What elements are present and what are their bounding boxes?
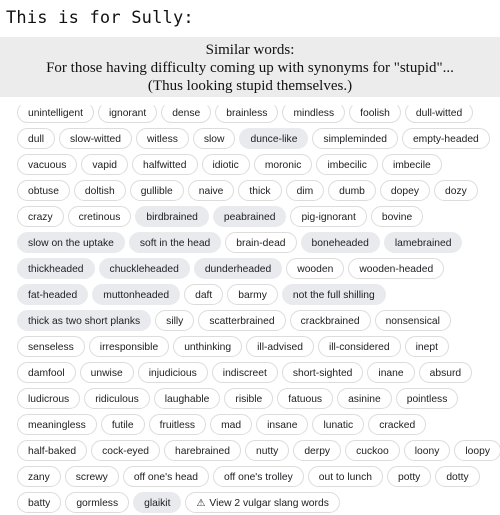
synonym-chip[interactable]: nonsensical: [375, 310, 451, 331]
synonym-chip[interactable]: dull-witted: [405, 102, 473, 123]
synonym-chip[interactable]: idiotic: [202, 154, 250, 175]
chip-row: [17, 463, 500, 489]
synonym-chip[interactable]: ill-considered: [318, 336, 401, 357]
synonym-chip[interactable]: crazy: [17, 206, 64, 227]
synonym-chip[interactable]: imbecile: [382, 154, 442, 175]
synonym-chip[interactable]: dotty: [435, 466, 479, 487]
synonym-chip[interactable]: cracked: [368, 414, 426, 435]
synonym-chip[interactable]: zany: [17, 466, 61, 487]
synonym-chip[interactable]: off one's trolley: [213, 466, 304, 487]
synonym-chip[interactable]: thickheaded: [17, 258, 95, 279]
caption-line-2: For those having difficulty coming up with synonyms for "stupid"...: [46, 60, 454, 76]
synonym-chip[interactable]: cuckoo: [345, 440, 400, 461]
synonym-chip-list: [17, 99, 500, 515]
view-vulgar-slang-button[interactable]: [185, 492, 339, 513]
synonym-chip[interactable]: mad: [210, 414, 252, 435]
synonym-chip[interactable]: laughable: [154, 388, 221, 409]
synonym-chip[interactable]: doltish: [74, 180, 126, 201]
synonym-chip[interactable]: pointless: [396, 388, 459, 409]
caption-banner: [0, 37, 500, 97]
synonym-chip[interactable]: fatuous: [277, 388, 333, 409]
synonym-chip[interactable]: pig-ignorant: [290, 206, 366, 227]
synonym-chip[interactable]: silly: [155, 310, 194, 331]
synonym-chip[interactable]: irresponsible: [89, 336, 169, 357]
synonym-chip[interactable]: vacuous: [17, 154, 77, 175]
chip-row: [17, 177, 500, 203]
synonym-chip[interactable]: scatterbrained: [198, 310, 285, 331]
synonym-chip[interactable]: dozy: [434, 180, 478, 201]
synonym-chip[interactable]: futile: [101, 414, 145, 435]
synonym-chip[interactable]: half-baked: [17, 440, 87, 461]
caption-line-3: (Thus looking stupid themselves.): [147, 78, 353, 94]
synonym-chip[interactable]: lunatic: [312, 414, 364, 435]
synonym-chip[interactable]: screwy: [65, 466, 119, 487]
synonym-chip[interactable]: imbecilic: [316, 154, 377, 175]
chip-row: [17, 385, 500, 411]
synonym-chip[interactable]: unwise: [80, 362, 134, 383]
synonym-chip[interactable]: brain-dead: [225, 232, 296, 253]
synonym-chip[interactable]: senseless: [17, 336, 85, 357]
chip-row: [17, 307, 500, 333]
synonym-chip[interactable]: unthinking: [173, 336, 242, 357]
synonym-chip[interactable]: ignorant: [98, 102, 157, 123]
synonym-chip[interactable]: bovine: [371, 206, 423, 227]
chip-row: [17, 359, 500, 385]
synonym-chip[interactable]: peabrained: [213, 206, 287, 227]
synonym-chip[interactable]: cock-eyed: [91, 440, 160, 461]
synonym-chip[interactable]: insane: [256, 414, 308, 435]
synonym-chip[interactable]: fruitless: [149, 414, 206, 435]
synonym-chip[interactable]: empty-headed: [402, 128, 490, 149]
synonym-chip[interactable]: damfool: [17, 362, 76, 383]
synonym-chip[interactable]: crackbrained: [290, 310, 371, 331]
synonym-chip[interactable]: dull: [17, 128, 55, 149]
synonym-chip[interactable]: brainless: [215, 102, 278, 123]
synonym-chip[interactable]: birdbrained: [135, 206, 209, 227]
synonym-chip[interactable]: ill-advised: [246, 336, 314, 357]
synonym-chip[interactable]: slow: [193, 128, 236, 149]
synonym-chip[interactable]: gormless: [65, 492, 129, 513]
synonym-chip[interactable]: soft in the head: [129, 232, 221, 253]
synonym-chip[interactable]: dumb: [328, 180, 376, 201]
synonym-chip[interactable]: wooden: [286, 258, 344, 279]
synonym-chip[interactable]: slow on the uptake: [17, 232, 125, 253]
synonym-chip[interactable]: unintelligent: [17, 102, 94, 123]
synonym-chip[interactable]: obtuse: [17, 180, 70, 201]
synonym-chip[interactable]: loony: [404, 440, 451, 461]
warning-triangle-icon: ⚠: [196, 497, 206, 509]
synonym-chip[interactable]: mindless: [282, 102, 345, 123]
synonym-chip[interactable]: meaningless: [17, 414, 97, 435]
synonym-chip[interactable]: inane: [367, 362, 414, 383]
synonym-chip[interactable]: batty: [17, 492, 61, 513]
chip-row: [17, 281, 500, 307]
synonym-chip[interactable]: chuckleheaded: [99, 258, 190, 279]
chip-row: [17, 255, 500, 281]
synonym-chip[interactable]: boneheaded: [301, 232, 380, 253]
synonym-chip[interactable]: harebrained: [164, 440, 241, 461]
synonym-chip[interactable]: out to lunch: [308, 466, 383, 487]
synonym-chip[interactable]: absurd: [419, 362, 472, 383]
synonym-chip[interactable]: vapid: [81, 154, 128, 175]
synonym-chip[interactable]: potty: [387, 466, 431, 487]
synonym-chip[interactable]: cretinous: [68, 206, 132, 227]
synonym-chip[interactable]: lamebrained: [384, 232, 463, 253]
chip-row: [17, 99, 500, 125]
synonym-chip[interactable]: dunderheaded: [194, 258, 282, 279]
synonym-chip[interactable]: slow-witted: [59, 128, 132, 149]
synonym-chip[interactable]: derpy: [293, 440, 341, 461]
synonym-chip[interactable]: ridiculous: [84, 388, 150, 409]
synonym-chip[interactable]: fat-headed: [17, 284, 88, 305]
synonym-chip[interactable]: barmy: [227, 284, 278, 305]
synonym-chip[interactable]: thick: [238, 180, 281, 201]
synonym-chip[interactable]: not the full shilling: [282, 284, 386, 305]
synonym-chip[interactable]: glaikit: [133, 492, 181, 513]
synonym-chip[interactable]: inept: [405, 336, 449, 357]
chip-row: [17, 411, 500, 437]
synonym-chip[interactable]: witless: [136, 128, 189, 149]
synonym-chip[interactable]: moronic: [254, 154, 313, 175]
synonym-chip[interactable]: nutty: [245, 440, 289, 461]
synonym-chip[interactable]: dim: [286, 180, 325, 201]
chip-row: [17, 333, 500, 359]
synonym-chip[interactable]: indiscreet: [212, 362, 278, 383]
synonym-chip[interactable]: loopy: [454, 440, 500, 461]
synonym-chip[interactable]: simpleminded: [312, 128, 398, 149]
synonym-chip[interactable]: short-sighted: [282, 362, 364, 383]
synonym-chip[interactable]: wooden-headed: [348, 258, 444, 279]
synonym-chip[interactable]: ludicrous: [17, 388, 80, 409]
chip-row: [17, 229, 500, 255]
page-title: This is for Sully:: [6, 8, 194, 28]
chip-row: [17, 489, 500, 515]
synonym-chip[interactable]: gullible: [130, 180, 184, 201]
chip-row: [17, 437, 500, 463]
synonym-chip[interactable]: off one's head: [123, 466, 209, 487]
chip-row: [17, 125, 500, 151]
caption-line-1: Similar words:: [205, 42, 295, 58]
chip-row: [17, 151, 500, 177]
synonym-chip[interactable]: dunce-like: [239, 128, 308, 149]
chip-label: View 2 vulgar slang words: [209, 497, 329, 509]
chip-row: [17, 203, 500, 229]
synonym-chip[interactable]: dense: [161, 102, 211, 123]
synonym-chip[interactable]: injudicious: [138, 362, 208, 383]
synonym-chip[interactable]: thick as two short planks: [17, 310, 151, 331]
synonym-chip[interactable]: foolish: [349, 102, 401, 123]
synonym-chip[interactable]: daft: [184, 284, 223, 305]
synonym-chip[interactable]: dopey: [380, 180, 430, 201]
synonym-chip[interactable]: risible: [224, 388, 273, 409]
synonym-chip[interactable]: naive: [188, 180, 235, 201]
synonym-chip[interactable]: halfwitted: [132, 154, 198, 175]
synonym-chip[interactable]: muttonheaded: [92, 284, 180, 305]
synonym-chip[interactable]: asinine: [337, 388, 392, 409]
